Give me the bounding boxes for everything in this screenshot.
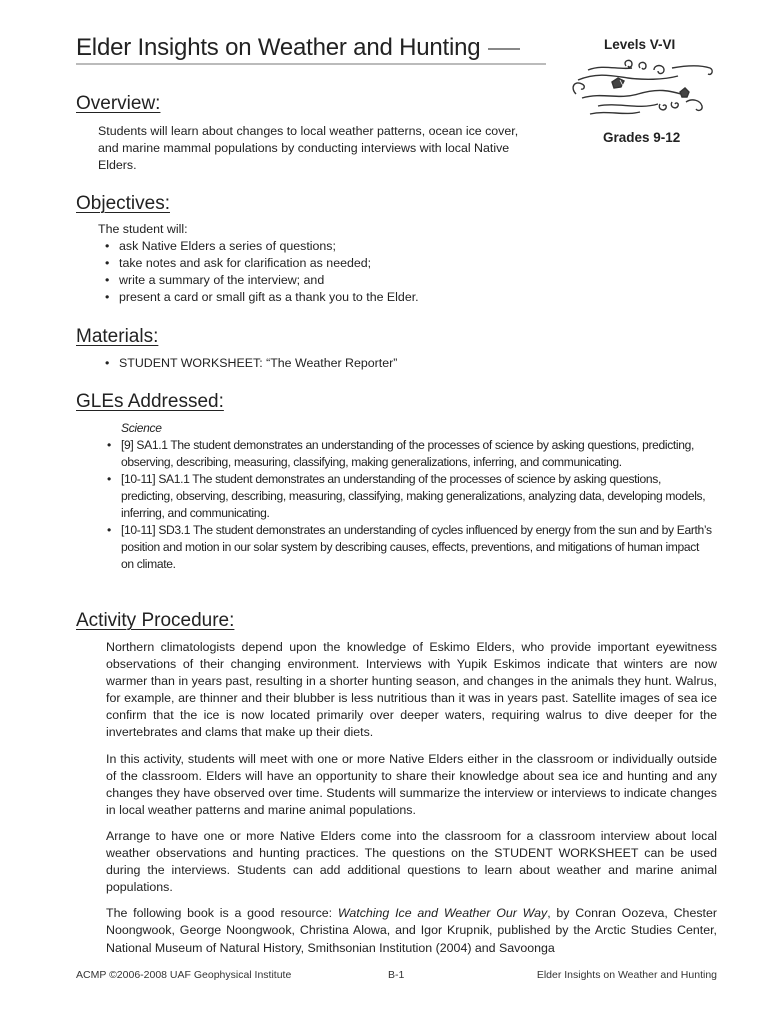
materials-heading: Materials: — [76, 326, 159, 347]
materials-list — [104, 355, 544, 372]
overview-text: Students will learn about changes to local weather patterns, ocean ice cover, and marine mammal populations by conducting interviews with local Native Elders. — [98, 124, 519, 172]
activity-block — [106, 639, 717, 966]
gles-heading: GLEs Addressed: — [76, 391, 224, 412]
list-item: • [10-11] SA1.1 The student demonstrates an understanding of the processes of science by asking questions, predicting, observing, describing, measuring, classifying, making generalizations, analyzing data, developing models, inferring, and communicating. — [106, 471, 712, 522]
objectives-intro: The student will: — [98, 222, 188, 236]
list-item: • write a summary of the interview; and — [104, 272, 538, 289]
footer-left: ACMP ©2006-2008 UAF Geophysical Institute — [76, 969, 292, 981]
list-item: • ask Native Elders a series of questions; — [104, 238, 538, 255]
page-title — [76, 34, 520, 62]
objectives-heading: Objectives: — [76, 193, 170, 214]
overview-heading: Overview: — [76, 93, 161, 114]
weather-wind-icon — [568, 58, 718, 122]
list-item: • present a card or small gift as a thank you to the Elder. — [104, 289, 538, 306]
list-item: • STUDENT WORKSHEET: “The Weather Reporter” — [104, 355, 544, 372]
activity-paragraph-4 — [106, 905, 717, 956]
activity-paragraph-3: Arrange to have one or more Native Elders come into the classroom for a classroom interview about local weather observations and hunting practices. The questions on the STUDENT WORKSHEET can be used during the interviews. Students can add additional questions to learn about weather and marine animal populations. — [106, 828, 717, 895]
objectives-block — [98, 221, 538, 306]
materials-block — [104, 355, 544, 372]
gles-list — [106, 437, 712, 573]
page-title-text: Elder Insights on Weather and Hunting — [76, 34, 481, 61]
gles-block — [106, 420, 712, 573]
footer-page-number: B-1 — [388, 969, 405, 981]
activity-heading: Activity Procedure: — [76, 610, 235, 631]
gles-subject: Science — [121, 421, 162, 435]
list-item: • take notes and ask for clarification as needed; — [104, 255, 538, 272]
objectives-list — [104, 238, 538, 306]
p4-pre: The following book is a good resource: — [106, 906, 338, 921]
title-rule — [76, 63, 546, 65]
list-item: • [10-11] SD3.1 The student demonstrates an understanding of cycles influenced by energy from the sun and by Earth’s position and motion in our solar system by describing causes, effects, preventions, and mitigations of human impact on climate. — [106, 522, 712, 573]
book-title: Watching Ice and Weather Our Way — [337, 906, 548, 921]
activity-paragraph-1: Northern climatologists depend upon the knowledge of Eskimo Elders, who provide important eyewitness observations of their changing environment. Interviews with Yupik Eskimos indicate that winters are now warmer than in years past, resulting in a shorter hunting season, and changes in the animals they hunt. Walrus, for example, are thinner and their blubber is less nutritious than it was in years past. Satellite images of sea ice confirm that the ice is now located primarily over deeper waters, requiring walrus to dive deeper for the invertebrates and clams that make up their diets. — [106, 640, 717, 740]
grades-label: Grades 9-12 — [603, 130, 681, 145]
p4-post: , by Conran Oozeva, Chester Noongwook, George Noongwook, Christina Alowa, and Igor Krupnik, published by the Arctic Studies Center, National Museum of Natural History, Smithsonian Institution (2004) and Savoonga — [106, 906, 717, 955]
levels-label: Levels V-VI — [604, 37, 676, 52]
activity-paragraph-2: In this activity, students will meet with one or more Native Elders either in the classroom or individually outside of the classroom. Elders will have an opportunity to share their knowledge about sea ice and hunting and any changes they have observed over time. Students will summarize the interview or interviews to indicate changes in local weather patterns and marine animal populations. — [106, 751, 717, 817]
title-dash — [488, 48, 520, 50]
footer-right: Elder Insights on Weather and Hunting — [536, 969, 717, 981]
list-item: • [9] SA1.1 The student demonstrates an understanding of the processes of science by asking questions, predicting, observing, describing, measuring, classifying, making generalizations, inferring, and communicating. — [106, 437, 712, 471]
